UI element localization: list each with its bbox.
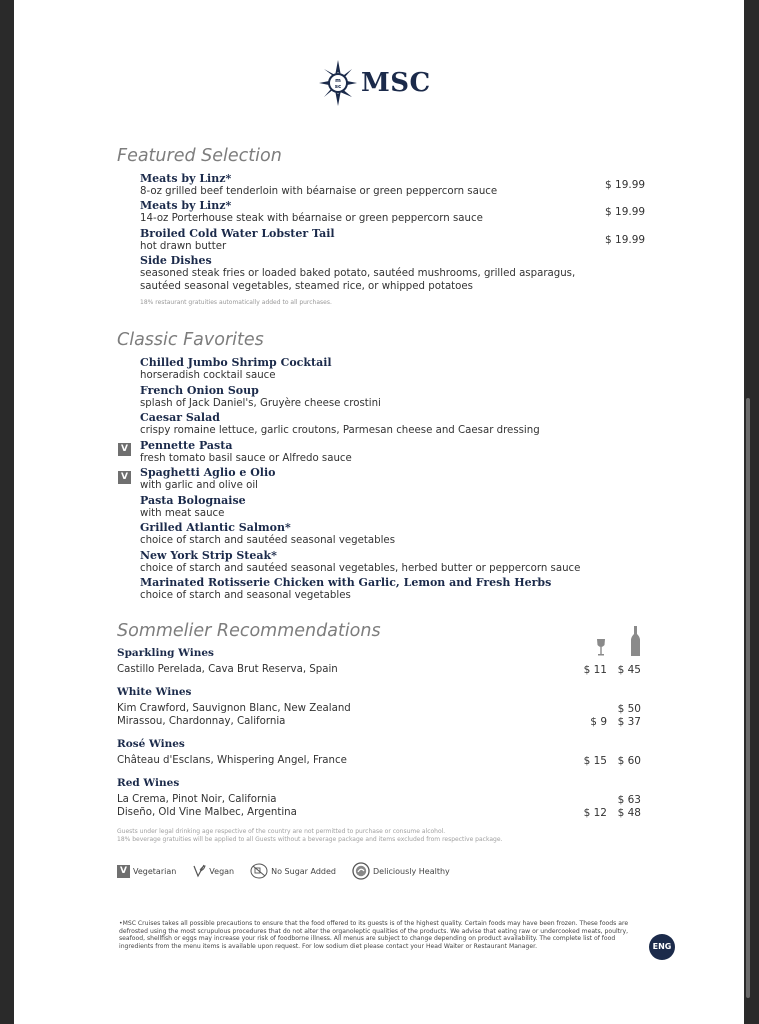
vegetarian-badge-icon: V	[118, 471, 131, 484]
beverage-gratuity-note: 18% beverage gratuities will be applied to all Guests without a beverage package and items excluded from respective package.	[117, 836, 503, 843]
dish-name: Meats by Linz*	[140, 172, 232, 185]
dish-name: New York Strip Steak*	[140, 549, 277, 562]
language-button[interactable]: ENG	[649, 934, 675, 960]
compass-emblem-icon	[319, 60, 357, 106]
wine-category: White Wines	[117, 686, 192, 698]
wine-name: Kim Crawford, Sauvignon Blanc, New Zealand	[117, 703, 351, 714]
legend-label: Deliciously Healthy	[373, 866, 450, 876]
dish-description-line2: sautéed seasonal vegetables, steamed rice, or whipped potatoes	[140, 281, 473, 292]
glass-price: $ 11	[583, 664, 607, 676]
bottle-price: $ 37	[617, 716, 641, 728]
legend-vegan	[192, 864, 234, 878]
wine-name: Château d'Esclans, Whispering Angel, France	[117, 755, 347, 766]
dish-name: Caesar Salad	[140, 411, 220, 424]
dish-name: French Onion Soup	[140, 384, 259, 397]
wine-bottle-icon	[630, 626, 641, 656]
classic-item	[140, 549, 580, 575]
legend-no-sugar	[250, 863, 336, 879]
scrollbar[interactable]	[746, 398, 750, 998]
dish-description: 8-oz grilled beef tenderloin with béarnaise or green peppercorn sauce	[140, 186, 498, 197]
classic-item	[140, 576, 551, 602]
no-sugar-icon	[250, 863, 268, 879]
healthy-icon	[352, 862, 370, 880]
dish-name: Pennette Pasta	[140, 439, 233, 452]
glass-price: $ 15	[583, 755, 607, 767]
wine-name: Mirassou, Chardonnay, California	[117, 716, 286, 727]
classic-item	[140, 494, 246, 520]
dish-name: Spaghetti Aglio e Olio	[140, 466, 276, 479]
dish-name: Side Dishes	[140, 254, 212, 267]
vegan-leaf-icon	[192, 864, 206, 878]
vegetarian-badge-icon: V	[118, 443, 131, 456]
dish-description: choice of starch and seasonal vegetables	[140, 590, 351, 601]
legend-vegetarian	[117, 865, 176, 878]
drinking-age-note: Guests under legal drinking age respective of the country are not permitted to purchase or consume alcohol.	[117, 828, 446, 835]
featured-title: Featured Selection	[117, 146, 282, 166]
featured-item	[140, 227, 335, 253]
dish-description: splash of Jack Daniel's, Gruyère cheese crostini	[140, 398, 381, 409]
vegetarian-icon: V	[117, 865, 130, 878]
bottle-price: $ 63	[617, 794, 641, 806]
bottle-price: $ 50	[617, 703, 641, 715]
featured-item	[140, 254, 575, 293]
dish-description: fresh tomato basil sauce or Alfredo sauce	[140, 453, 352, 464]
dish-name: Meats by Linz*	[140, 199, 232, 212]
dietary-legend	[117, 862, 466, 880]
legend-label: No Sugar Added	[271, 866, 336, 876]
svg-text:m: m	[335, 78, 341, 84]
dish-description: seasoned steak fries or loaded baked potato, sautéed mushrooms, grilled asparagus,	[140, 268, 576, 279]
svg-text:sc: sc	[334, 84, 342, 90]
dish-name: Broiled Cold Water Lobster Tail	[140, 227, 335, 240]
dish-description: horseradish cocktail sauce	[140, 370, 276, 381]
glass-price: $ 12	[583, 807, 607, 819]
classic-item	[140, 356, 332, 382]
dish-name: Marinated Rotisserie Chicken with Garlic, Lemon and Fresh Herbs	[140, 576, 552, 589]
dish-description: with garlic and olive oil	[140, 480, 258, 491]
menu-page	[14, 0, 744, 1024]
dish-description: hot drawn butter	[140, 241, 227, 252]
classic-item	[140, 411, 540, 437]
bottle-price: $ 48	[617, 807, 641, 819]
dish-description: crispy romaine lettuce, garlic croutons, Parmesan cheese and Caesar dressing	[140, 425, 540, 436]
classic-item	[140, 521, 395, 547]
gratuity-note: 18% restaurant gratuities automatically added to all purchases.	[140, 299, 332, 306]
dish-description: 14-oz Porterhouse steak with béarnaise or green peppercorn sauce	[140, 213, 483, 224]
price: $ 19.99	[605, 206, 646, 218]
wine-category: Rosé Wines	[117, 738, 185, 750]
classic-title: Classic Favorites	[117, 330, 264, 350]
wine-name: La Crema, Pinot Noir, California	[117, 794, 277, 805]
bottle-price: $ 45	[617, 664, 641, 676]
dish-name: Grilled Atlantic Salmon*	[140, 521, 291, 534]
food-safety-disclaimer: •MSC Cruises takes all possible precautions to ensure that the food offered to its guests is of the highest quality. Certain foods may have been frozen. These foods are defrosted using the most scrupulous procedures that do not alter the organoleptic qualities of the products. We advise that eating raw or undercooked meats, poultry, seafood, shellfish or eggs may increase your risk of foodborne illness. All menus are subject to change depending on product availability. The complete list of food ingredients from the menu items is available upon request. For low sodium diet please contact your Head Waiter or Restaurant Manager.	[119, 920, 629, 950]
msc-logo	[319, 60, 431, 106]
sommelier-title: Sommelier Recommendations	[117, 621, 381, 641]
price: $ 19.99	[605, 234, 646, 246]
wine-glass-icon	[595, 638, 607, 658]
glass-price: $ 9	[590, 716, 607, 728]
wine-name: Diseño, Old Vine Malbec, Argentina	[117, 807, 297, 818]
brand-name: MSC	[361, 68, 431, 98]
legend-label: Vegan	[209, 866, 235, 876]
legend-label: Vegetarian	[133, 866, 177, 876]
dish-name: Chilled Jumbo Shrimp Cocktail	[140, 356, 332, 369]
classic-item	[140, 384, 381, 410]
wine-category: Sparkling Wines	[117, 647, 214, 659]
dish-description: choice of starch and sautéed seasonal vegetables	[140, 535, 396, 546]
wine-name: Castillo Perelada, Cava Brut Reserva, Spain	[117, 664, 338, 675]
bottle-price: $ 60	[617, 755, 641, 767]
dish-description: with meat sauce	[140, 508, 225, 519]
legend-healthy	[352, 862, 450, 880]
wine-category: Red Wines	[117, 777, 180, 789]
dish-description: choice of starch and sautéed seasonal vegetables, herbed butter or peppercorn sauce	[140, 563, 581, 574]
price: $ 19.99	[605, 179, 646, 191]
featured-item	[140, 172, 497, 198]
classic-item	[140, 439, 352, 465]
dish-name: Pasta Bolognaise	[140, 494, 246, 507]
featured-item	[140, 199, 483, 225]
classic-item	[140, 466, 275, 492]
